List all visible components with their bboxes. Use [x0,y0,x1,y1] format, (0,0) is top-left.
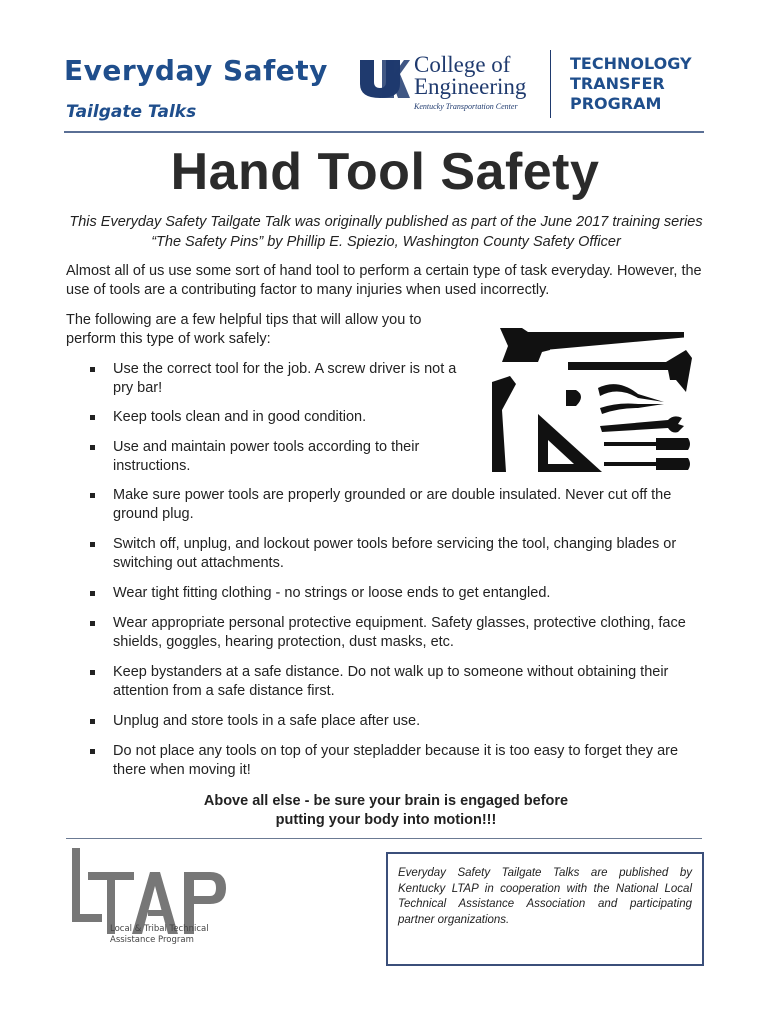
header [64,50,704,132]
intro-paragraph: Almost all of us use some sort of hand tool to perform a certain type of task everyday. However, the use of tools are a contributing factor to many injuries when used incorrectly. [66,263,702,298]
publisher-note-box [386,852,704,966]
college-line1: College of [414,52,511,77]
uk-logo-icon [358,58,410,100]
pliers-icon [598,384,664,402]
hammer-icon [568,350,692,392]
brand-subtitle: Tailgate Talks [66,102,197,122]
tip-text: Use and maintain power tools according to their instructions. [113,439,420,474]
ltap-sub-line2: Assistance Program [110,935,194,945]
tip-item [66,742,706,780]
square-icon [492,376,516,472]
ttp-line1: TECHNOLOGY [570,54,692,73]
screwdriver-icon [604,438,690,450]
tip-text: Make sure power tools are properly grounded or are double insulated. Never cut off the ground plug. [113,487,672,522]
page-title: Hand Tool Safety [170,143,600,201]
college-name [414,54,526,98]
ttp-line2: TRANSFER [570,74,665,93]
hand-tools-illustration [488,322,706,478]
closing-statement [66,792,706,830]
tip-item [66,712,706,731]
tip-text: Keep tools clean and in good condition. [113,409,367,425]
wrench-icon [600,416,684,432]
publisher-note: Everyday Safety Tailgate Talks are published by Kentucky LTAP in cooperation with the National Local Technical Assistance Association and participating partner organizations. [398,867,692,926]
closing-line1: Above all else - be sure your brain is engaged before [203,793,569,809]
tip-item [66,486,706,524]
screwdriver-icon [604,458,690,470]
closing-line2: putting your body into motion!!! [275,812,497,828]
ttp-line3: PROGRAM [570,94,662,113]
ltap-subtitle [110,924,209,946]
tip-item [66,408,473,427]
college-tagline: Kentucky Transportation Center [414,102,518,111]
tip-text: Switch off, unplug, and lockout power tools before servicing the tool, changing blades or switching out attachments. [113,536,677,571]
tip-text: Wear tight fitting clothing - no strings or loose ends to get entangled. [113,585,551,601]
tip-text: Keep bystanders at a safe distance. Do not walk up to someone without obtaining their attention from a safe distance first. [113,664,669,699]
tip-item [66,438,473,476]
ltap-sub-line1: Local & Tribal Technical [110,924,209,934]
tip-text: Unplug and store tools in a safe place after use. [113,713,421,729]
tip-text: Do not place any tools on top of your stepladder because it is too easy to forget they are there when moving it! [113,743,679,778]
college-line2: Engineering [414,74,527,99]
tip-item [66,663,706,701]
tip-item [66,614,706,652]
tip-item [66,535,706,573]
tip-item [66,360,473,398]
header-rule [64,131,704,133]
saw-icon [500,328,684,362]
tip-text: Wear appropriate personal protective equipment. Safety glasses, protective clothing, face shields, goggles, hearing protection, dust masks, etc. [113,615,686,650]
tips-lead-paragraph: The following are a few helpful tips that will allow you to perform this type of work safely: [66,312,422,347]
footer-rule [66,838,702,839]
header-divider [550,50,551,118]
brand-title: Everyday Safety [64,54,328,87]
tip-text: Use the correct tool for the job. A screw driver is not a pry bar! [113,361,457,396]
technology-transfer-program [570,54,692,114]
tip-item [66,584,706,603]
intro-note: This Everyday Safety Tailgate Talk was originally published as part of the June 2017 training series “The Safety Pins” by Phillip E. Spiezio, Washington County Safety Officer [69,214,703,250]
